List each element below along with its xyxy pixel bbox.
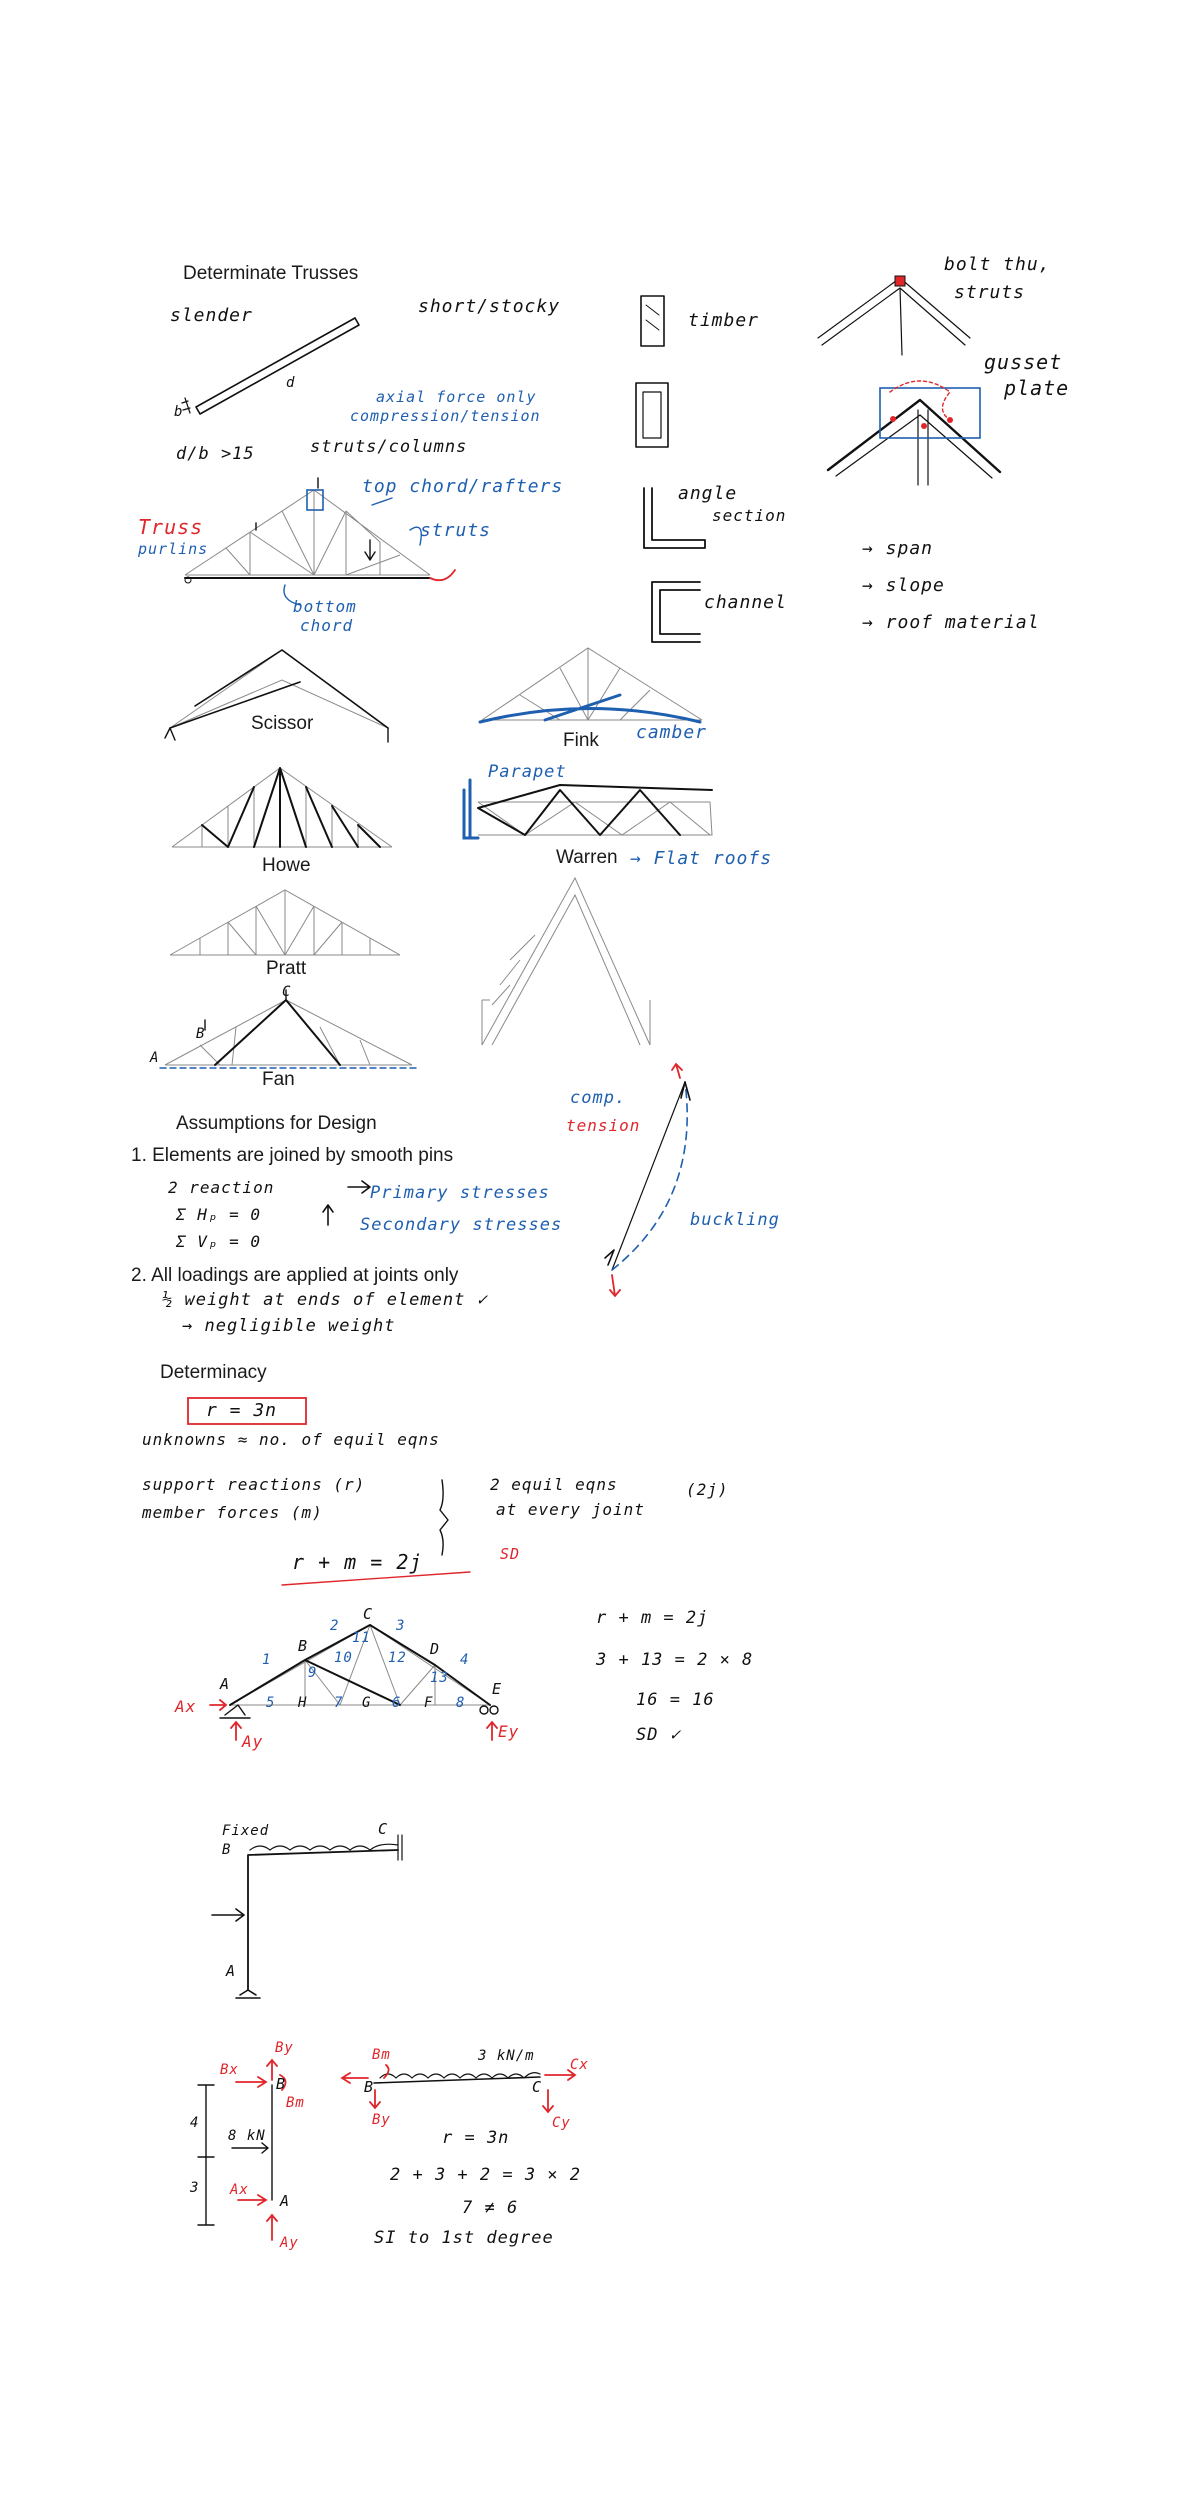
calc-line-3: 16 = 16 (636, 1690, 715, 1710)
label-bottom: bottom (293, 597, 357, 616)
frame-node-a: A (226, 1962, 237, 1980)
member-4: 4 (460, 1652, 470, 1668)
fan-node-c: C (282, 984, 292, 1000)
label-comp: comp. (570, 1088, 627, 1108)
calc-line-1: r + m = 2j (596, 1608, 709, 1628)
label-fixed: Fixed (222, 1823, 270, 1839)
label-howe: Howe (262, 855, 311, 876)
factor-roof-material: → roof material (862, 612, 1040, 633)
assumptions-heading: Assumptions for Design (176, 1113, 377, 1134)
label-purlins: purlins (138, 540, 209, 558)
label-struts: struts (420, 520, 492, 541)
member-12: 12 (388, 1650, 407, 1666)
label-channel: channel (704, 592, 787, 613)
frame-calc-4: SI to 1st degree (374, 2228, 554, 2248)
apex-connection-sketch (818, 276, 970, 355)
ratio-d-over-b: d/b >15 (176, 444, 255, 464)
equation-sum-v: Σ Vₚ = 0 (176, 1232, 262, 1251)
label-pratt: Pratt (266, 958, 307, 979)
fbd-8kn: 8 kN (228, 2128, 266, 2144)
label-negligible-weight: → negligible weight (182, 1316, 396, 1336)
reaction-ay: Ay (242, 1732, 264, 1751)
member-forces: member forces (m) (142, 1503, 323, 1522)
member-9: 9 (308, 1665, 318, 1681)
node-a: A (220, 1675, 231, 1693)
calc-line-4: SD ✓ (636, 1725, 681, 1745)
at-every-joint: at every joint (496, 1500, 645, 1519)
howe-truss-sketch (172, 768, 392, 847)
frame-calc-1: r = 3n (442, 2128, 510, 2148)
unknowns-equation: unknowns ≈ no. of equil eqns (142, 1430, 440, 1449)
fbd-dim-3: 3 (190, 2180, 200, 2196)
labeled-truss-sketch (185, 478, 455, 605)
fbd-beam-bm: Bm (372, 2047, 391, 2063)
member-13: 13 (430, 1670, 449, 1686)
label-gusset: gusset (984, 350, 1063, 374)
fbd-ax: Ax (230, 2182, 249, 2198)
formula-r-m-2j: r + m = 2j (292, 1550, 423, 1574)
label-flat-roofs: → Flat roofs (630, 848, 773, 869)
fbd-column-b: B (276, 2075, 287, 2093)
warren-truss-sketch (464, 780, 712, 838)
reaction-ey: Ey (498, 1722, 520, 1741)
fbd-dim-4: 4 (190, 2115, 200, 2131)
equation-sum-h: Σ Hₚ = 0 (176, 1205, 262, 1224)
label-plate: plate (1004, 376, 1070, 400)
fbd-cx: Cx (570, 2057, 589, 2073)
slender-member-sketch (182, 318, 359, 414)
label-chord: chord (300, 616, 354, 635)
frame-calc-3: 7 ≠ 6 (462, 2198, 519, 2218)
label-d: d (286, 375, 296, 391)
node-e: E (492, 1680, 503, 1698)
section-heading-determinate-trusses: Determinate Trusses (183, 263, 359, 284)
channel-section-sketch (652, 582, 700, 642)
fbd-beam-by: By (372, 2112, 391, 2128)
label-b: b (174, 404, 184, 420)
boxed-r-3n: r = 3n (206, 1400, 278, 1421)
label-slender: slender (170, 305, 253, 326)
frame-calc-2: 2 + 3 + 2 = 3 × 2 (390, 2165, 581, 2185)
fan-node-a: A (150, 1050, 160, 1066)
support-reactions: support reactions (r) (142, 1475, 366, 1494)
label-bolt-thru: bolt thu, (944, 254, 1051, 275)
determinacy-heading: Determinacy (160, 1362, 267, 1383)
assumption-1: 1. Elements are joined by smooth pins (131, 1145, 454, 1166)
fbd-ay: Ay (280, 2235, 299, 2251)
fan-node-b: B (196, 1026, 206, 1042)
calc-line-2: 3 + 13 = 2 × 8 (596, 1650, 754, 1670)
equil-eqns: 2 equil eqns (490, 1475, 618, 1494)
node-h: H (298, 1695, 308, 1711)
member-8: 8 (456, 1695, 466, 1711)
reaction-ax: Ax (175, 1697, 197, 1716)
assumption-2: 2. All loadings are applied at joints only (131, 1265, 459, 1286)
label-timber: timber (688, 310, 760, 331)
member-7: 7 (334, 1695, 344, 1711)
gusset-plate-sketch (828, 381, 1000, 485)
fbd-beam-c: C (532, 2078, 543, 2096)
axial-force-line2: compression/tension (350, 407, 541, 425)
factor-slope: → slope (862, 575, 945, 596)
node-g: G (362, 1695, 372, 1711)
label-fink: Fink (563, 730, 599, 751)
label-2-reaction: 2 reaction (168, 1178, 275, 1197)
label-struts-columns: struts/columns (310, 437, 468, 457)
formula-sd: SD (500, 1545, 521, 1563)
member-10: 10 (334, 1650, 353, 1666)
fbd-column-a: A (280, 2192, 291, 2210)
label-buckling: buckling (690, 1210, 780, 1230)
fbd-bx: Bx (220, 2062, 239, 2078)
node-b: B (298, 1637, 309, 1655)
frame-node-b: B (222, 1842, 232, 1858)
member-5: 5 (266, 1695, 276, 1711)
factor-span: → span (862, 538, 934, 559)
label-angle: angle (678, 483, 738, 504)
label-bolt-struts: struts (954, 282, 1026, 303)
label-warren: Warren (556, 847, 618, 868)
label-truss: Truss (138, 515, 204, 539)
label-secondary-stresses: Secondary stresses (360, 1215, 563, 1235)
two-j: (2j) (686, 1480, 729, 1499)
fbd-beam-b: B (364, 2078, 375, 2096)
timber-section-sketch (636, 296, 668, 447)
brace-sketch (440, 1480, 448, 1555)
gable-frame-sketch (482, 878, 650, 1045)
fbd-by: By (275, 2040, 294, 2056)
frame-node-c: C (378, 1820, 389, 1838)
member-11: 11 (352, 1630, 371, 1646)
fbd-load: 3 kN/m (478, 2048, 535, 2064)
axial-force-line1: axial force only (376, 388, 537, 406)
member-2: 2 (330, 1618, 340, 1634)
label-short-stocky: short/stocky (418, 296, 561, 317)
label-top-chord: top chord/rafters (362, 476, 564, 497)
node-f: F (424, 1695, 434, 1711)
member-3: 3 (396, 1618, 406, 1634)
column-fbd-sketch (198, 2060, 286, 2240)
fbd-cy: Cy (552, 2115, 571, 2131)
label-fan: Fan (262, 1069, 295, 1090)
member-1: 1 (262, 1652, 272, 1668)
node-d: D (430, 1640, 441, 1658)
label-half-weight: ½ weight at ends of element ✓ (162, 1290, 488, 1310)
label-parapet: Parapet (488, 762, 567, 782)
label-camber: camber (636, 722, 708, 743)
label-section: section (712, 506, 787, 525)
portal-frame-sketch (212, 1835, 402, 1998)
pratt-truss-sketch (170, 890, 400, 955)
label-tension: tension (566, 1116, 641, 1135)
label-scissor: Scissor (251, 713, 314, 734)
node-c: C (363, 1605, 374, 1623)
member-6: 6 (392, 1695, 402, 1711)
fink-truss-sketch (480, 648, 702, 722)
label-primary-stresses: Primary stresses (370, 1183, 550, 1203)
fbd-bm: Bm (286, 2095, 305, 2111)
